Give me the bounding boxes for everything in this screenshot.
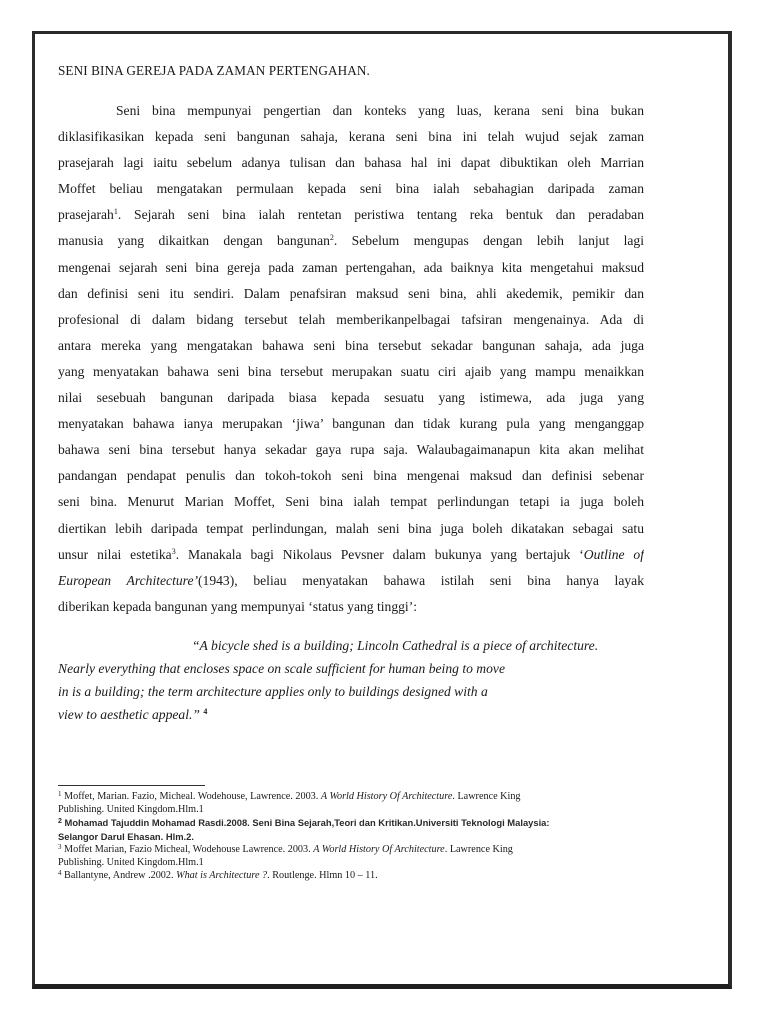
text-line: antara mereka yang mengatakan bahawa seni bina tersebut sekadar bangunan sahaja, ada juga — [58, 337, 644, 353]
text-segment: prasejarah — [58, 207, 114, 223]
text-line: prasejarah lagi iaitu sebelum adanya tulisan dan bahasa hal ini dapat dibuktikan oleh Marrian — [58, 155, 644, 171]
footnote-1 — [58, 790, 658, 803]
footnote-number: 4 — [58, 869, 62, 878]
book-title-italic: What is Architecture ? — [176, 870, 268, 882]
footnote-number: 3 — [58, 842, 62, 851]
text-line: dan definisi seni itu sendiri. Dalam penafsiran maksud seni bina, ahli akedemik, pemikir dan — [58, 285, 644, 301]
text-segment: Moffet Marian, Fazio Micheal, Wodehouse Lawrence. 2003. — [64, 843, 314, 855]
text-line: nilai sesebuah bangunan daripada biasa kepada sesuatu yang istimewa, ada juga yang — [58, 390, 644, 406]
text-line: yang menyatakan bahawa seni bina tersebut merupakan suatu ciri ajaib yang mampu menaikkan — [58, 363, 644, 379]
book-title-italic: Outline of — [583, 546, 644, 562]
body-paragraph — [58, 98, 644, 620]
text-line: profesional di dalam bidang tersebut telah memberikanpelbagai tafsiran mengenainya. Ada di — [58, 311, 644, 327]
quote-line — [58, 703, 648, 726]
text-segment: . Lawrence King — [452, 791, 521, 802]
text-segment: manusia yang dikaitkan dengan bangunan — [58, 233, 330, 249]
text-line: menyatakan bahawa ianya merupakan ‘jiwa’ bangunan dan tidak kurang pula yang menganggap — [58, 416, 644, 432]
text-segment: unsur nilai estetika — [58, 546, 172, 562]
footnote-number: 2 — [58, 818, 62, 826]
book-title-italic: A World History Of Architecture — [313, 843, 445, 855]
text-line: bahawa seni bina tersebut hanya sekadar gaya rupa saja. Walaubagaimanapun kita akan melihat — [58, 442, 644, 458]
footnote-ref-4[interactable]: 4 — [203, 707, 208, 716]
text-line: diberikan kepada bangunan yang mempunyai ‘status yang tinggi’: — [58, 598, 418, 614]
footnote-2 — [58, 816, 658, 829]
footnotes — [58, 790, 658, 882]
quote-line: “A bicycle shed is a building; Lincoln Cathedral is a piece of architecture. — [192, 638, 599, 653]
text-segment: (1943), beliau menyatakan bahawa istilah seni bina hanya layak — [198, 572, 644, 588]
footnote-1-cont: Publishing. United Kingdom.Hlm.1 — [58, 804, 204, 816]
text-line: diklasifikasikan kepada seni bangunan sahaja, kerana seni bina ini telah wujud sejak zaman — [58, 129, 644, 145]
text-segment: Moffet, Marian. Fazio, Micheal. Wodehouse, Lawrence. 2003. — [64, 791, 321, 802]
book-title-italic: European Architecture’ — [58, 572, 199, 588]
text-segment: . Manakala bagi Nikolaus Pevsner dalam bukunya yang bertajuk ‘ — [175, 546, 584, 562]
text-segment: . Lawrence King — [444, 843, 513, 855]
footnote-4 — [58, 869, 658, 882]
text-segment: Mohamad Tajuddin Mohamad Rasdi.2008. Seni Bina Sejarah,Teori dan Kritikan.Universiti Teknologi Malaysia: — [64, 817, 550, 829]
footnote-separator — [58, 785, 205, 786]
footnote-number: 1 — [58, 790, 62, 798]
block-quote — [58, 634, 648, 726]
footnote-ref-3[interactable]: 3 — [171, 546, 176, 556]
text-segment: . Sebelum mengupas dengan lebih lanjut lagi — [333, 233, 644, 249]
text-line — [58, 542, 644, 568]
text-line: mengenai sejarah seni bina gereja pada zaman pertengahan, ada baiknya kita mengetahui maksud — [58, 259, 644, 275]
text-segment: . Routlenge. Hlmn 10 – 11. — [267, 870, 378, 882]
footnote-3-cont: Publishing. United Kingdom.Hlm.1 — [58, 857, 204, 869]
text-line: diertikan lebih daripada tempat perlindungan, malah seni bina juga boleh dikatakan sebagai satu — [58, 520, 644, 536]
text-segment: . Sejarah seni bina ialah rentetan peristiwa tentang reka bentuk dan peradaban — [117, 207, 644, 223]
quote-line: in is a building; the term architecture applies only to buildings designed with a — [58, 684, 488, 699]
text-line: Moffet beliau mengatakan permulaan kepada seni bina ialah sebahagian daripada zaman — [58, 181, 644, 197]
text-line — [58, 568, 644, 594]
text-line: Seni bina mempunyai pengertian dan konteks yang luas, kerana seni bina bukan — [116, 103, 644, 118]
text-segment: Ballantyne, Andrew .2002. — [64, 870, 177, 882]
text-segment: view to aesthetic appeal.” — [58, 707, 200, 722]
footnote-ref-2[interactable]: 2 — [329, 233, 334, 243]
text-line: pandangan pendapat penulis dan tokoh-tokoh seni bina mengenai maksud dan definisi sebenar — [58, 468, 644, 484]
page-title: SENI BINA GEREJA PADA ZAMAN PERTENGAHAN. — [58, 63, 370, 78]
text-line — [58, 202, 644, 228]
footnote-ref-1[interactable]: 1 — [113, 207, 118, 217]
text-line — [58, 228, 644, 254]
text-line: seni bina. Menurut Marian Moffet, Seni bina ialah tempat perlindungan tetapi ia juga boleh — [58, 494, 644, 510]
quote-line: Nearly everything that encloses space on scale sufficient for human being to move — [58, 661, 505, 676]
footnote-2-cont: Selangor Darul Ehasan. Hlm.2. — [58, 830, 194, 842]
book-title-italic: A World History Of Architecture — [320, 791, 453, 802]
footnote-3 — [58, 843, 658, 856]
